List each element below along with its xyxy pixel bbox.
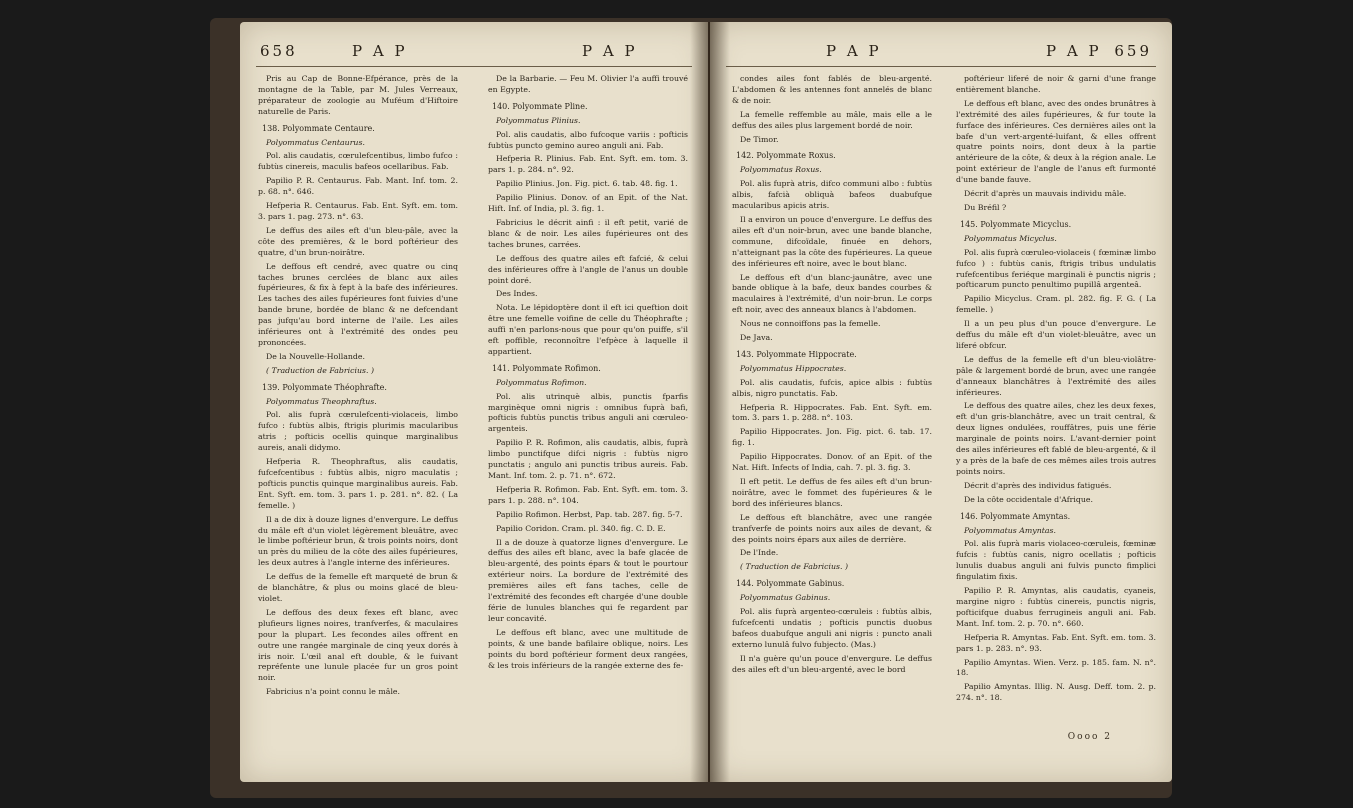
- left-column-1: [258, 74, 458, 701]
- paragraph: 140. Polyommate Pline.: [492, 101, 588, 111]
- paragraph: 143. Polyommate Hippocrate.: [736, 349, 857, 359]
- running-head-right-2: P A P: [1046, 42, 1102, 60]
- paragraph: poftérieur liferé de noir & garni d'une frange entièrement blanche.: [956, 74, 1156, 94]
- paragraph: Papilio P. R. Rofimon, alis caudatis, albis, fuprà limbo punctifque difci nigris : fubtùs nigro punctatis ; angulo ani punctis tribus aureis. Fab. Mant. Inf. tom. 2. p. 71. n°. 672.: [488, 438, 688, 480]
- head-rule: [256, 66, 692, 67]
- left-page: [240, 22, 708, 782]
- paragraph: Pol. alis caudatis, cœrulefcentibus, limbo fufco : fubtùs cinereis, maculis bafeos ocellaribus. Fab.: [258, 151, 458, 172]
- paragraph: Polyommatus Plinius.: [496, 115, 581, 125]
- paragraph: 144. Polyommate Gabinus.: [736, 579, 845, 589]
- paragraph: 146. Polyommate Amyntas.: [960, 511, 1071, 521]
- paragraph: 139. Polyommate Théophrafte.: [262, 382, 387, 392]
- paragraph: Il a de douze à quatorze lignes d'envergure. Le deffus des ailes eft blanc, avec la bafe glacée de bleu-argenté, des points épars & tout le pourtour extérieur noirs. La bordure de l'extrémité des premières ailes eft fans taches, celle de l'extrémité des fecondes eft chargée d'une double férie de lunules blanches qui fe regardent par leur concavité.: [488, 537, 688, 623]
- paragraph: 142. Polyommate Roxus.: [736, 151, 836, 161]
- running-head-left-2: P A P: [582, 42, 638, 60]
- paragraph: Le deffous eft blanc, avec une multitude de points, & une bande bafilaire oblique, noirs. Les points du bord poftérieur forment deux rangées, & les trois inférieurs de la rangée externe des fe-: [488, 627, 688, 670]
- paragraph: Polyommatus Rofimon.: [496, 377, 587, 387]
- paragraph: Pris au Cap de Bonne-Efpérance, près de la montagne de la Table, par M. Jules Verreaux, préparateur de zoologie au Muféum d'Hiftoire naturelle de Paris.: [258, 74, 458, 116]
- paragraph: Papilio P. R. Centaurus. Fab. Mant. Inf. tom. 2. p. 68. n°. 646.: [258, 176, 458, 197]
- paragraph: Le deffus de la femelle eft d'un bleu-violâtre-pâle & largement bordé de brun, avec une rangée d'anneaux blanchâtres à l'extrémité des ailes inférieures.: [956, 354, 1156, 397]
- right-page: [710, 22, 1172, 782]
- paragraph: Papilio Amyntas. Illig. N. Ausg. Deff. tom. 2. p. 274. n°. 18.: [956, 682, 1156, 703]
- paragraph: Polyommatus Hippocrates.: [740, 363, 847, 373]
- paragraph: Pol. alis utrinquè albis, punctis fparfis marginèque omni nigris : omnibus fuprà bafi, pofticis fubtùs punctis tribus anguli ani cœruleo-argenteis.: [488, 391, 688, 434]
- paragraph: Le deffous eft d'un blanc-jaunâtre, avec une bande oblique à la bafe, deux bandes courbes & maculaires à l'extrémité, d'un noir-brun. Le corps eft noir, avec des anneaux blancs à l'abdomen.: [732, 272, 932, 315]
- paragraph: Pol. alis fuprà atris, difco communi albo : fubtùs albis, fafcià obliquà bafeos duabufque macularibus apicis atris.: [732, 179, 932, 211]
- paragraph: Pol. alis caudatis, fufcis, apice albis : fubtùs albis, nigro punctatis. Fab.: [732, 377, 932, 398]
- paragraph: Des Indes.: [496, 289, 538, 299]
- head-rule: [726, 66, 1156, 67]
- paragraph: Le deffous des quatre ailes, chez les deux fexes, eft d'un gris-blanchâtre, avec un trait central, & deux lignes ondulées, rouffâtres, puis une férie marginale de points noirs. L'avant-dernier point des ailes inférieures eft fablé de bleu-argenté, & il y a près de la bafe de ces mêmes ailes trois autres points noirs.: [956, 401, 1156, 476]
- paragraph: Pol. alis fuprà cœruleo-violaceis ( fœminæ limbo fufco ) : fubtùs canis, ftrigis tribus undulatis rufefcentibus feriéque marginali è punctis nigris ; pofticarum puncto penultimo pupillâ argenteâ.: [956, 247, 1156, 290]
- signature-mark: Oooo 2: [1067, 732, 1112, 742]
- paragraph: Le deffous eft cendré, avec quatre ou cinq taches brunes cerclées de blanc aux ailes fupérieures, & fix à fept à la bafe des inférieures. Les taches des ailes fupérieures font fuivies d'une bande brune, bordée de blanc & ne defcendant pas jufqu'au bord interne de l'aile. Les ailes inférieures ont à l'extrémité des ondes peu prononcées.: [258, 261, 458, 347]
- paragraph: 145. Polyommate Micyclus.: [960, 219, 1072, 229]
- paragraph: 141. Polyommate Rofimon.: [492, 363, 601, 373]
- paragraph: 138. Polyommate Centaure.: [262, 123, 375, 133]
- paragraph: Il a environ un pouce d'envergure. Le deffus des ailes eft d'un noir-brun, avec une bande blanche, commune, difcoïdale, finuée en dehors, n'atteignant pas la côte des fupérieures. La queue des inférieures eft noire, avec le bout blanc.: [732, 214, 932, 268]
- paragraph: Pol. alis fuprà cœrulefcenti-violaceis, limbo fufco : fubtùs albis, ftrigis plurimis macularibus atris ; pofticis ocellis quinque marginalibus aureis, anali didymo.: [258, 410, 458, 453]
- running-head-right-1: P A P: [826, 42, 882, 60]
- paragraph: Papilio Hippocrates. Donov. of an Epit. of the Nat. Hift. Infects of India, cah. 7. pl. 3. fig. 3.: [732, 452, 932, 473]
- paragraph: De la côte occidentale d'Afrique.: [964, 494, 1094, 504]
- paragraph: Le deffous eft blanchâtre, avec une rangée tranfverfe de points noirs aux ailes de devant, & des points noirs épars aux ailes de derrière.: [732, 512, 932, 544]
- paragraph: Hefperia R. Theophraftus, alis caudatis, fufcefcentibus : fubtùs albis, nigro maculatis ; pofticis punctis quinque marginalibus aureis. Fab. Ent. Syft. em. tom. 3. pars 1. p. 281. n°. 82. ( La femelle. ): [258, 457, 458, 510]
- paragraph: De la Nouvelle-Hollande.: [266, 351, 365, 361]
- paragraph: Hefperia R. Hippocrates. Fab. Ent. Syft. em. tom. 3. pars 1. p. 288. n°. 103.: [732, 402, 932, 423]
- right-column-1: [732, 74, 932, 679]
- paragraph: De l'Inde.: [740, 548, 779, 558]
- paragraph: Pol. alis fuprà argenteo-cœruleis : fubtùs albis, fufcefcenti undatis ; pofticis punctis duobus bafeos duabufque anguli ani nigris : puncto anali externo lunulâ fulvo fubjecto. (Mas.): [732, 607, 932, 649]
- paragraph: condes ailes font fablés de bleu-argenté. L'abdomen & les antennes font annelés de blanc & de noir.: [732, 74, 932, 105]
- paragraph: Il n'a guère qu'un pouce d'envergure. Le deffus des ailes eft d'un bleu-argenté, avec le bord: [732, 653, 932, 674]
- paragraph: Pol. alis fuprà maris violaceo-cœruleis, fœminæ fufcis : fubtùs canis, nigro ocellatis ; pofticis lunulis duabus anguli ani fulvis puncto fimplici fingulatim fixis.: [956, 539, 1156, 582]
- paragraph: Polyommatus Centaurus.: [266, 137, 365, 147]
- page-number-left: 658: [260, 42, 298, 60]
- paragraph: De Java.: [740, 333, 773, 343]
- right-column-2: [956, 74, 1156, 707]
- paragraph: Le deffus des ailes eft d'un bleu-pâle, avec la côte des premières, & le bord poftérieur des quatre, d'un brun-noirâtre.: [258, 225, 458, 257]
- paragraph: Papilio Hippocrates. Jon. Fig. pict. 6. tab. 17. fig. 1.: [732, 427, 932, 448]
- paragraph: Décrit d'après un mauvais individu mâle.: [964, 189, 1127, 199]
- paragraph: Il a un peu plus d'un pouce d'envergure. Le deffus du mâle eft d'un violet-bleuâtre, avec un liferé obfcur.: [956, 319, 1156, 350]
- paragraph: Le deffous des quatre ailes eft fafcié, & celui des inférieures offre à l'angle de l'anus un double point doré.: [488, 253, 688, 285]
- paragraph: Le deffous des deux fexes eft blanc, avec plufieurs lignes noires, tranfverfes, & maculaires pour la plupart. Les fecondes ailes offrent en outre une rangée marginale de cinq yeux dorés à iris noir. L'œil anal eft double, & le fuivant repréfente une lunule placée fur un gros point noir.: [258, 607, 458, 683]
- paragraph: Fabricius n'a point connu le mâle.: [266, 687, 401, 697]
- paragraph: Le deffus de la femelle eft marqueté de brun & de blanchâtre, & plus ou moins glacé de bleu-violet.: [258, 572, 458, 603]
- paragraph: ( Traduction de Fabricius. ): [266, 365, 375, 375]
- paragraph: Polyommatus Micyclus.: [964, 233, 1057, 243]
- paragraph: Polyommatus Amyntas.: [964, 525, 1056, 535]
- paragraph: Il eft petit. Le deffus de fes ailes eft d'un brun-noirâtre, avec le fommet des fupérieures & le bord des inférieures blancs.: [732, 477, 932, 508]
- paragraph: Papilio Micyclus. Cram. pl. 282. fig. F. G. ( La femelle. ): [956, 294, 1156, 315]
- paragraph: La femelle reffemble au mâle, mais elle a le deffus des ailes plus largement bordé de noir.: [732, 109, 932, 130]
- paragraph: Pol. alis caudatis, albo fufcoque variis : pofticis fubtùs puncto gemino aureo anguli ani. Fab.: [488, 129, 688, 150]
- paragraph: Hefperia R. Amyntas. Fab. Ent. Syft. em. tom. 3. pars 1. p. 283. n°. 93.: [956, 632, 1156, 653]
- paragraph: Il a de dix à douze lignes d'envergure. Le deffus du mâle eft d'un violet légèrement bleuâtre, avec le limbe poftérieur brun, & trois points noirs, dont un près du milieu de la côte des ailes fupérieures, les deux autres à l'angle interne des inférieures.: [258, 514, 458, 568]
- running-head-left-1: P A P: [352, 42, 408, 60]
- paragraph: Papilio P. R. Amyntas, alis caudatis, cyaneis, margine nigro : fubtùs cinereis, punctis nigris, pofticifque duabus ferrugineis anguli ani. Fab. Mant. Inf. tom. 2. p. 70. n°. 660.: [956, 586, 1156, 628]
- paragraph: Le deffous eft blanc, avec des ondes brunâtres à l'extrémité des ailes fupérieures, & fur toute la furface des inférieures. Ces dernières ailes ont la bafe d'un vert-argenté-luifant, & elles offrent quatre points noirs, dont deux à la partie antérieure de la côte, & deux à la région anale. Le point extérieur de l'angle de l'anus eft furmonté d'une bande fauve.: [956, 98, 1156, 185]
- paragraph: Polyommatus Theophraftus.: [266, 396, 377, 406]
- paragraph: Papilio Coridon. Cram. pl. 340. fig. C. D. E.: [496, 523, 666, 533]
- paragraph: Fabricius le décrit ainfi : il eft petit, varié de blanc & de noir. Les ailes fupérieures ont des taches brunes, carrées.: [488, 217, 688, 249]
- left-running-head: [256, 42, 692, 64]
- paragraph: De la Barbarie. — Feu M. Olivier l'a auffi trouvé en Egypte.: [488, 74, 688, 94]
- left-column-2: [488, 74, 688, 674]
- paragraph: Nota. Le lépidoptère dont il eft ici queftion doit être une femelle voifine de celle du Théophrafte ; auffi n'en parlons-nous que pour qu'on puiffe, s'il eft poffible, reconnoître l'efpèce à laquelle il appartient.: [488, 303, 688, 356]
- paragraph: Nous ne connoiffons pas la femelle.: [740, 319, 881, 329]
- paragraph: Papilio Amyntas. Wien. Verz. p. 185. fam. N. n°. 18.: [956, 657, 1156, 678]
- paragraph: ( Traduction de Fabricius. ): [740, 562, 849, 572]
- paragraph: Papilio Plinius. Donov. of an Epit. of the Nat. Hift. Inf. of India, pl. 3. fig. 1.: [488, 193, 688, 214]
- paragraph: Hefperia R. Rofimon. Fab. Ent. Syft. em. tom. 3. pars 1. p. 288. n°. 104.: [488, 484, 688, 505]
- paragraph: Décrit d'après des individus fatigués.: [964, 480, 1112, 490]
- paragraph: Polyommatus Gabinus.: [740, 593, 831, 603]
- paragraph: Du Bréfil ?: [964, 202, 1007, 212]
- right-running-head: [726, 42, 1156, 64]
- paragraph: Papilio Rofimon. Herbst, Pap. tab. 287. fig. 5-7.: [496, 509, 683, 519]
- page-number-right: 659: [1114, 42, 1152, 60]
- paragraph: Polyommatus Roxus.: [740, 165, 822, 175]
- paragraph: Hefperia R. Centaurus. Fab. Ent. Syft. em. tom. 3. pars 1. pag. 273. n°. 63.: [258, 201, 458, 221]
- paragraph: Hefperia R. Plinius. Fab. Ent. Syft. em. tom. 3. pars 1. p. 284. n°. 92.: [488, 154, 688, 175]
- paragraph: De Timor.: [740, 134, 779, 144]
- paragraph: Papilio Plinius. Jon. Fig. pict. 6. tab. 48. fig. 1.: [496, 179, 678, 189]
